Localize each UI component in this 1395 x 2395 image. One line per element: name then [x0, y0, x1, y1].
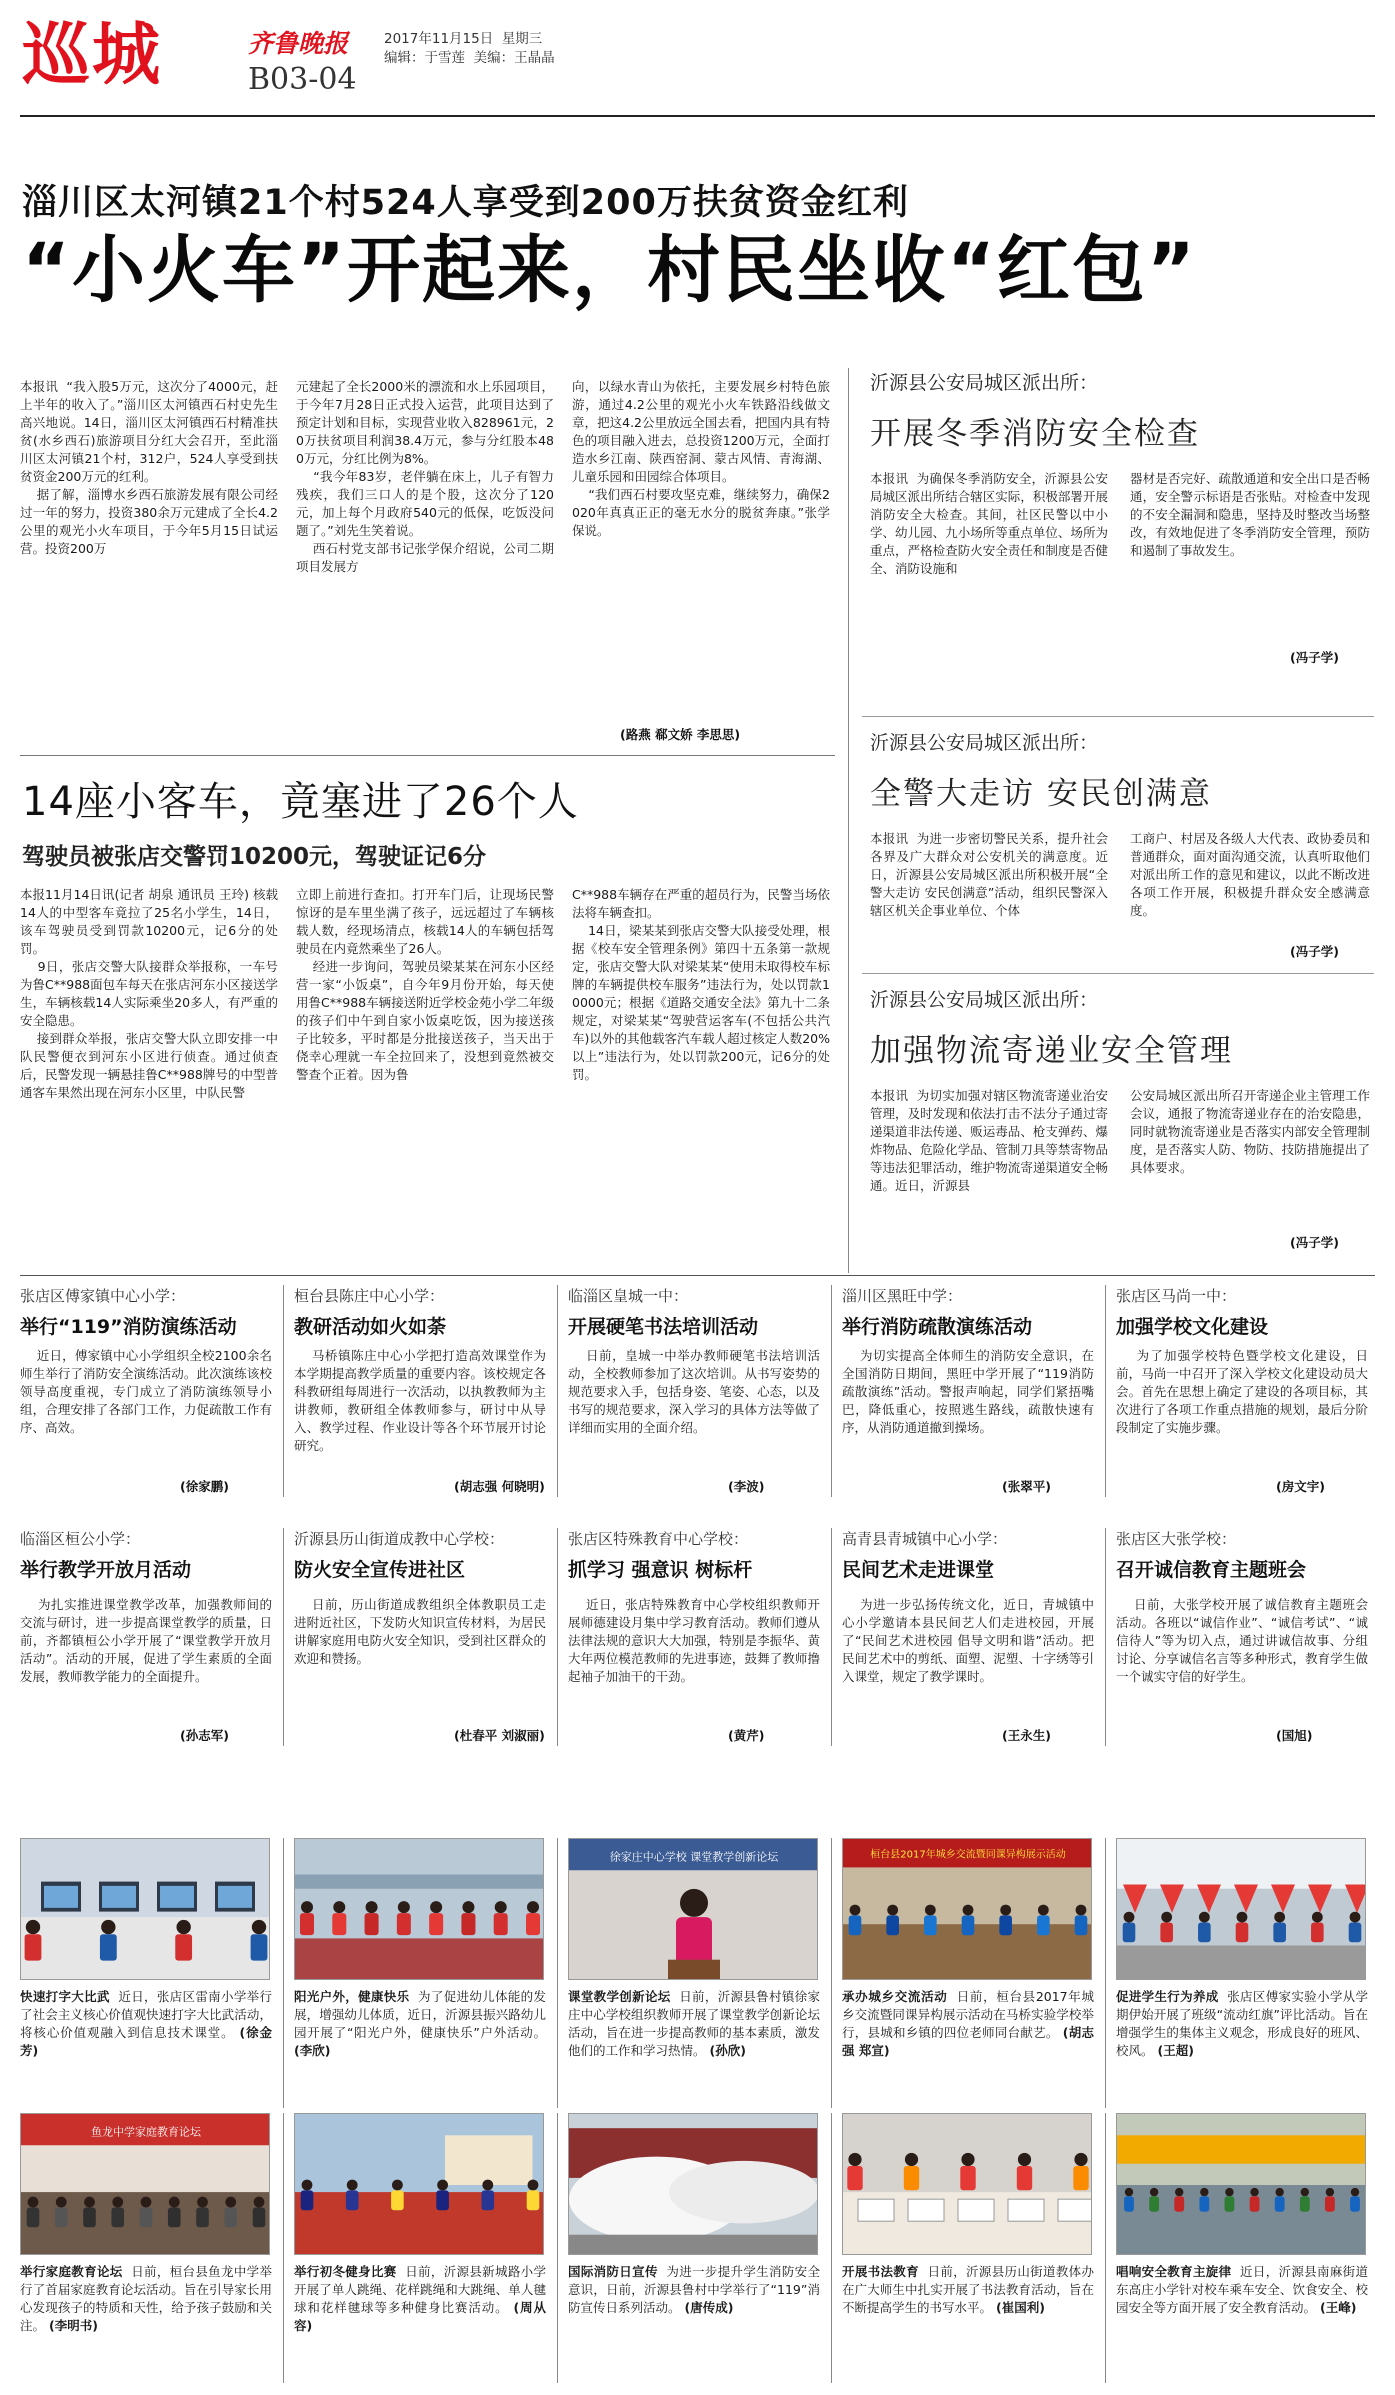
school-brief-body: 为切实提高全体师生的消防安全意识，在全国消防日期间，黑旺中学开展了“119消防疏散演练”活动。警报声响起，同学们紧捂嘴巴，降低重心，按照逃生路线，疏散快速有序，从消防通道撤到操场。: [842, 1348, 1094, 1435]
photo-caption-byline: (孙欣): [709, 2043, 746, 2058]
photo-caption: [842, 1988, 1094, 2060]
photo-caption-byline: (唐传成): [684, 2300, 734, 2315]
news-photo: [294, 2113, 544, 2255]
photo-caption-title: 举行家庭教育论坛: [20, 2264, 123, 2279]
school-brief-title: 举行消防疏散演练活动: [842, 1316, 1033, 1338]
photo-caption-title: 阳光户外，健康快乐: [294, 1989, 410, 2004]
lead-headline: “小火车”开起来，村民坐收“红包”: [22, 228, 1197, 313]
school-brief-title: 召开诚信教育主题班会: [1116, 1559, 1307, 1581]
police-brief-kicker: 沂源县公安局城区派出所：: [870, 989, 1099, 1011]
photo-caption-title: 承办城乡交流活动: [842, 1989, 948, 2004]
school-brief-body: 日前，大张学校开展了诚信教育主题班会活动。各班以“诚信作业”、“诚信考试”、“诚信待人”等为切入点，通过讲诚信故事、分组讨论、分享诚信名言等多种形式，教育学生做一个诚实守信的好学生。: [1116, 1597, 1368, 1684]
school-brief-kicker: 张店区傅家镇中心小学：: [20, 1287, 186, 1305]
date-text: 2017年11月15日: [384, 31, 494, 47]
school-brief-title: 举行“119”消防演练活动: [20, 1316, 237, 1338]
police-brief-rule: [862, 973, 1374, 974]
school-brief-body: 为进一步弘扬传统文化，近日，青城镇中心小学邀请本县民间艺人们走进校园，开展了“民间艺术进校园 倡导文明和谐”活动。把民间艺术中的剪纸、面塑、泥塑、十字绣等引入课堂，规定了教学课时。: [842, 1597, 1094, 1684]
school-brief-kicker: 张店区大张学校：: [1116, 1530, 1237, 1548]
photo-caption-text: 为了促进幼儿体能的发展，增强幼儿体质，近日，沂源县振兴路幼儿园开展了“阳光户外，健康快乐”户外活动。: [294, 1989, 546, 2040]
family-forum-photo: [21, 2114, 270, 2255]
police-brief-title: 加强物流寄递业安全管理: [870, 1033, 1233, 1069]
police-brief-byline: (冯子学): [1290, 650, 1339, 665]
calligraphy-photo: [843, 2114, 1092, 2255]
police-brief-kicker: 沂源县公安局城区派出所：: [870, 732, 1099, 754]
page-number: B03-04: [248, 62, 357, 97]
school-brief-title: 加强学校文化建设: [1116, 1316, 1269, 1338]
photo-caption-text: 日前，沂源县新城路小学开展了单人跳绳、花样跳绳和大跳绳、单人毽球和花样毽球等多种健身比赛活动。: [294, 2264, 546, 2315]
school-brief-body: 近日，傅家镇中心小学组织全校2100余名师生举行了消防安全演练活动。此次演练该校领导高度重视，专门成立了消防演练领导小组，合理安排了各部门工作，力促疏散工作有序、高效。: [20, 1348, 272, 1435]
issue-date: [384, 27, 542, 47]
school-brief-title: 抓学习 强意识 树标杆: [568, 1559, 753, 1581]
school-brief-kicker: 沂源县历山街道成教中心学校：: [294, 1530, 505, 1548]
school-brief-body: 为扎实推进课堂教学改革，加强教师间的交流与研讨，进一步提高课堂教学的质量，日前，齐都镇桓公小学开展了“课堂教学开放月活动”。活动的开展，促进了学生素质的全面发展，教师教学能力的全面提升。: [20, 1597, 272, 1684]
news-photo: [842, 2113, 1092, 2255]
staff-credits: [384, 46, 555, 66]
column-divider: [557, 2113, 558, 2383]
lead-byline: (路燕 郗文娇 李思思): [620, 727, 741, 742]
school-brief-body: 近日，张店特殊教育中心学校组织教师开展师德建设月集中学习教育活动。教师们遵从法律法规的意识大大加强，特别是李振华、黄大年两位模范教师的先进事迹，鼓舞了教师撸起袖子加油干的干劲。: [568, 1597, 820, 1684]
photo-caption: [20, 2263, 272, 2335]
masthead-rule: [20, 115, 1375, 117]
fire-drill-photo: [569, 2114, 818, 2255]
column-divider: [283, 1528, 284, 1746]
photo-caption: [842, 2263, 1094, 2317]
photo-caption-byline: (徐金芳): [20, 2025, 272, 2058]
police-brief-column-2: 器材是否完好、疏散通道和安全出口是否畅通，安全警示标语是否张贴。对检查中发现的不安全漏洞和隐患，坚持及时整改当场整改，有效地促进了冬季消防安全管理，预防和遏制了事故发生。: [1130, 471, 1370, 558]
school-brief-byline: (房文宇): [1276, 1479, 1325, 1494]
photo-caption-text: 日前，桓台县鱼龙中学举行了首届家庭教育论坛活动。旨在引导家长用心发现孩子的特质和天性，给予孩子鼓励和关注。: [20, 2264, 272, 2333]
school-brief-body: 日前，历山街道成教组织全体教职员工走进附近社区，下发防火知识宣传材料，为居民讲解家庭用电防火安全知识，受到社区群众的欢迎和赞扬。: [294, 1597, 546, 1666]
photo-caption-text: 张店区傅家实验小学从学期伊始开展了班级“流动红旗”评比活动。旨在增强学生的集体主义观念，形成良好的班风、校风。: [1116, 1989, 1368, 2058]
school-brief-body: 为了加强学校特色暨学校文化建设，日前，马尚一中召开了深入学校文化建设动员大会。首先在思想上确定了建设的各项目标，其次进行了各项工作重点措施的规划，最后分阶段制定了实施步骤。: [1116, 1348, 1368, 1435]
police-brief-column-1: 本报讯 为进一步密切警民关系，提升社会各界及广大群众对公安机关的满意度。近日，沂源县公安局城区派出所积极开展“全警大走访 安民创满意”活动，组织民警深入辖区机关企事业单位、个体: [870, 831, 1108, 918]
flags-photo: [1117, 1839, 1366, 1980]
news-photo: [568, 1838, 818, 1980]
lead-bottom-rule: [20, 755, 835, 756]
photo-banner-text: 桓台县2017年城乡交流暨同课异构展示活动: [870, 1849, 1066, 1861]
school-brief-byline: (张翠平): [1002, 1479, 1051, 1494]
safety-assembly-photo: [1117, 2114, 1366, 2255]
exchange-photo: [843, 1839, 1092, 1980]
police-brief-title: 开展冬季消防安全检查: [870, 416, 1200, 452]
photo-caption-title: 促进学生行为养成: [1116, 1989, 1219, 2004]
forum-photo: [569, 1839, 818, 1980]
bus-column-1: 本报11月14日讯(记者 胡泉 通讯员 王玲) 核载14人的中型客车竟拉了25名小学生，14日，该车驾驶员受到罚款10200元，记6分的处罚。 9日，张店交警大队接群众举报称，一车号为鲁C**988面包车每天在张店河东小区接送学生，车辆核载14人实际乘坐20多人，有严重的安全隐患。 接到群众举报，张店交警大队立即安排一中队民警便衣到河东小区进行侦查。通过侦查后，民警发现一辆悬挂鲁C**988牌号的中型普通客车果然出现在河东小区里，中队民警: [20, 887, 278, 1100]
police-brief-column-1: 本报讯 为切实加强对辖区物流寄递业治安管理，及时发现和依法打击不法分子通过寄递渠道非法传递、贩运毒品、枪支弹药、爆炸物品、危险化学品、管制刀具等禁寄物品等违法犯罪活动，维护物流寄递渠道安全畅通。近日，沂源县: [870, 1088, 1108, 1193]
photo-caption-title: 开展书法教育: [842, 2264, 919, 2279]
lead-kicker: 淄川区太河镇21个村524人享受到200万扶贫资金红利: [22, 183, 909, 223]
photo-caption-text: 日前，沂源县历山街道教体办在广大师生中扎实开展了书法教育活动，旨在不断提高学生的书写水平。: [842, 2264, 1094, 2315]
photo-caption-title: 唱响安全教育主旋律: [1116, 2264, 1232, 2279]
school-brief-kicker: 桓台县陈庄中心小学：: [294, 1287, 445, 1305]
column-divider: [283, 1838, 284, 2108]
paper-logo: 齐鲁晚报: [248, 29, 349, 58]
photo-caption-text: 近日，沂源县南麻街道东高庄小学针对校车乘车安全、饮食安全、校园安全等方面开展了安全教育活动。: [1116, 2264, 1368, 2315]
photo-caption-byline: (崔国利): [996, 2300, 1045, 2315]
column-divider: [1105, 1838, 1106, 2108]
police-brief-rule: [862, 716, 1374, 717]
photo-caption: [1116, 1988, 1368, 2060]
right-column-divider: [848, 368, 849, 1273]
photo-banner-text: 鱼龙中学家庭教育论坛: [91, 2125, 201, 2139]
school-brief-byline: (王永生): [1002, 1728, 1051, 1743]
police-brief-column-2: 工商户、村居及各级人大代表、政协委员和普通群众，面对面沟通交流，认真听取他们对派出所工作的意见和建议，以此不断改进各项工作开展，积极提升群众安全感满意度。: [1130, 831, 1370, 918]
photo-caption-byline: (胡志强 郑宣): [842, 2025, 1094, 2058]
photo-caption: [294, 1988, 546, 2060]
police-brief-byline: (冯子学): [1290, 1235, 1339, 1250]
school-brief-byline: (国旭): [1276, 1728, 1313, 1743]
school-brief-title: 开展硬笔书法培训活动: [568, 1316, 759, 1338]
school-brief-byline: (李波): [728, 1479, 765, 1494]
photo-caption-text: 日前，桓台县2017年城乡交流暨同课异构展示活动在马桥实验学校举行，县城和乡镇的四位老师同台献艺。: [842, 1989, 1094, 2040]
photo-caption-title: 国际消防日宣传: [568, 2264, 658, 2279]
photo-banner-text: 徐家庄中心学校 课堂教学创新论坛: [609, 1850, 779, 1864]
designer-credit: 美编：王晶晶: [473, 50, 555, 66]
column-divider: [283, 2113, 284, 2383]
bus-column-3: C**988车辆存在严重的超员行为，民警当场依法将车辆查扣。 14日，梁某某到张店交警大队接受处理，根据《校车安全管理条例》第四十五条第一款规定，张店交警大队对梁某某“使用未取得校车标牌的车辆提供校车服务”违法行为，处以罚款10000元；根据《道路交通安全法》第九十二条规定，对梁某某“驾驶营运客车(不包括公共汽车)以外的其他载客汽车载人超过核定人数20%以上”违法行为，处以罚款200元，记6分的处罚。: [572, 887, 830, 1082]
photo-caption-title: 课堂教学创新论坛: [568, 1989, 671, 2004]
news-photo: [1116, 2113, 1366, 2255]
school-brief-title: 举行教学开放月活动: [20, 1559, 192, 1581]
news-photo: [1116, 1838, 1366, 1980]
school-brief-kicker: 张店区马尚一中：: [1116, 1287, 1237, 1305]
editor-credit: 编辑：于雪莲: [384, 50, 465, 66]
sports-photo: [295, 2114, 544, 2255]
school-brief-byline: (杜春平 刘淑丽): [454, 1728, 545, 1743]
photo-caption: [568, 2263, 820, 2317]
school-brief-kicker: 临淄区桓公小学：: [20, 1530, 141, 1548]
photo-caption-text: 近日，张店区雷南小学举行了社会主义核心价值观快速打字大比武活动，将核心价值观融入到信息技术课堂。: [20, 1989, 272, 2040]
photo-caption-byline: (李明书): [49, 2318, 98, 2333]
school-brief-kicker: 高青县青城镇中心小学：: [842, 1530, 1008, 1548]
school-brief-byline: (徐家鹏): [180, 1479, 229, 1494]
school-brief-title: 民间艺术走进课堂: [842, 1559, 995, 1581]
school-brief-byline: (黄芹): [728, 1728, 765, 1743]
news-photo: [842, 1838, 1092, 1980]
police-brief-title: 全警大走访 安民创满意: [870, 776, 1212, 812]
column-divider: [557, 1528, 558, 1746]
column-divider: [1105, 1285, 1106, 1497]
news-photo: [568, 2113, 818, 2255]
photo-caption-text: 日前，沂源县鲁村镇徐家庄中心学校组织教师开展了课堂教学创新论坛活动，旨在进一步提高教师的基本素质，激发他们的工作和学习热情。: [568, 1989, 820, 2058]
police-brief-column-2: 公安局城区派出所召开寄递企业主管理工作会议，通报了物流寄递业存在的治安隐患，同时就物流寄递业是否落实内部安全管理制度，是否落实人防、物防、技防措施提出了具体要求。: [1130, 1088, 1370, 1175]
photo-caption-title: 快速打字大比武: [20, 1989, 110, 2004]
school-brief-byline: (孙志军): [180, 1728, 229, 1743]
photo-caption-byline: (王超): [1157, 2043, 1194, 2058]
news-photo: [20, 1838, 270, 1980]
photo-caption: [294, 2263, 546, 2335]
news-photo: [294, 1838, 544, 1980]
section-title: 巡城: [22, 16, 163, 95]
column-divider: [831, 2113, 832, 2383]
lead-column-3: 向，以绿水青山为依托，主要发展乡村特色旅游，通过4.2公里的观光小火车铁路沿线做文章，把这4.2公里放远全国去看，把国内具有特色的项目融入进去，总投资1200万元，全面打造水乡江南、陕西窑洞、蒙古风情、青海湖、儿童乐园和田园综合体项目。 “我们西石村要攻坚克难，继续努力，确保2020年真真正正的毫无水分的脱贫奔康。”张学保说。: [572, 379, 830, 538]
photo-caption-byline: (王峰): [1320, 2300, 1357, 2315]
photo-caption: [20, 1988, 272, 2060]
bus-column-2: 立即上前进行查扣。打开车门后，让现场民警惊讶的是车里坐满了孩子，远远超过了车辆核载人数，经现场清点，核载14人的车辆包括驾驶员在内竟然乘坐了26人。 经进一步询问，驾驶员梁某某在河东小区经营一家“小饭桌”，自今年9月份开始，每天使用鲁C**988车辆接送附近学校金苑小学二年级的孩子们中午到自家小饭桌吃饭，因为接送孩子比较多，平时都是分批接送孩子，当天出于侥幸心理就一车全拉回来了，没想到竟然被交警查个正着。因为鲁: [296, 887, 554, 1082]
school-brief-kicker: 淄川区黑旺中学：: [842, 1287, 963, 1305]
photo-caption-text: 为进一步提升学生消防安全意识，日前，沂源县鲁村中学举行了“119”消防宣传日系列活动。: [568, 2264, 820, 2315]
school-brief-title: 教研活动如火如荼: [294, 1316, 447, 1338]
police-brief-byline: (冯子学): [1290, 944, 1339, 959]
column-divider: [831, 1838, 832, 2108]
photo-caption-title: 举行初冬健身比赛: [294, 2264, 397, 2279]
school-brief-body: 马桥镇陈庄中心小学把打造高效课堂作为本学期提高教学质量的重要内容。该校规定各科教研组每周进行一次活动，以执教教师为主讲教师，教研组全体教师参与，研讨中从导入、教学过程、作业设计等各个环节展开讨论研究。: [294, 1348, 546, 1453]
photo-caption-byline: (周从容): [294, 2300, 546, 2333]
column-divider: [831, 1528, 832, 1746]
column-divider: [831, 1285, 832, 1497]
bus-subhead: 驾驶员被张店交警罚10200元，驾驶证记6分: [22, 844, 487, 870]
school-brief-kicker: 临淄区皇城一中：: [568, 1287, 689, 1305]
school-brief-title: 防火安全宣传进社区: [294, 1559, 466, 1581]
lead-column-2: 元建起了全长2000米的漂流和水上乐园项目，于今年7月28日正式投入运营，此项目达到了预定计划和目标，实现营业收入828961元，20万扶贫项目利润38.4万元，参与分红股本480万元，分红比例为8%。 “我今年83岁，老伴躺在床上，儿子有智力残疾，我们三口人的是个股，这次分了120元，加上每个月政府540元的低保，吃饭没问题了。”刘先生笑着说。 西石村党支部书记张学保介绍说，公司二期项目发展方: [296, 379, 554, 574]
police-brief-column-1: 本报讯 为确保冬季消防安全，沂源县公安局城区派出所结合辖区实际，积极部署开展消防安全大检查。其间，社区民警以中小学、幼儿园、九小场所等重点单位、场所为重点，严格检查防火安全责任和制度是否健全、消防设施和: [870, 471, 1108, 576]
column-divider: [557, 1285, 558, 1497]
middle-section-rule: [20, 1275, 1375, 1276]
school-brief-byline: (胡志强 何晓明): [454, 1479, 545, 1494]
weekday-text: 星期三: [501, 31, 543, 47]
photo-caption: [568, 1988, 820, 2060]
computer-class-photo: [21, 1839, 270, 1980]
photo-caption: [1116, 2263, 1368, 2317]
column-divider: [283, 1285, 284, 1497]
kindergarten-photo: [295, 1839, 544, 1980]
column-divider: [1105, 2113, 1106, 2383]
school-brief-kicker: 张店区特殊教育中心学校：: [568, 1530, 749, 1548]
column-divider: [1105, 1528, 1106, 1746]
photo-caption-byline: (李欣): [294, 2043, 331, 2058]
bus-headline: 14座小客车，竟塞进了26个人: [22, 779, 579, 825]
lead-column-1: 本报讯 “我入股5万元，这次分了4000元，赶上半年的收入了。”淄川区太河镇西石村史先生高兴地说。14日，淄川区太河镇西石村精准扶贫(水乡西石)旅游项目分红大会召开，至此淄川区太河镇21个村，312户，524人享受到扶贫资金200万元的红利。 据了解，淄博水乡西石旅游发展有限公司经过一年的努力，投资380余万元建成了全长4.2公里的观光小火车项目，于今年5月15日试运营。投资200万: [20, 379, 278, 556]
news-photo: [20, 2113, 270, 2255]
school-brief-body: 日前，皇城一中举办教师硬笔书法培训活动，全校教师参加了这次培训。从书写姿势的规范要求入手，包括身姿、笔姿、心态，以及书写的规范要求，深入学习的具体方法等做了详细而实用的全面介绍。: [568, 1348, 820, 1435]
column-divider: [557, 1838, 558, 2108]
police-brief-kicker: 沂源县公安局城区派出所：: [870, 372, 1099, 394]
